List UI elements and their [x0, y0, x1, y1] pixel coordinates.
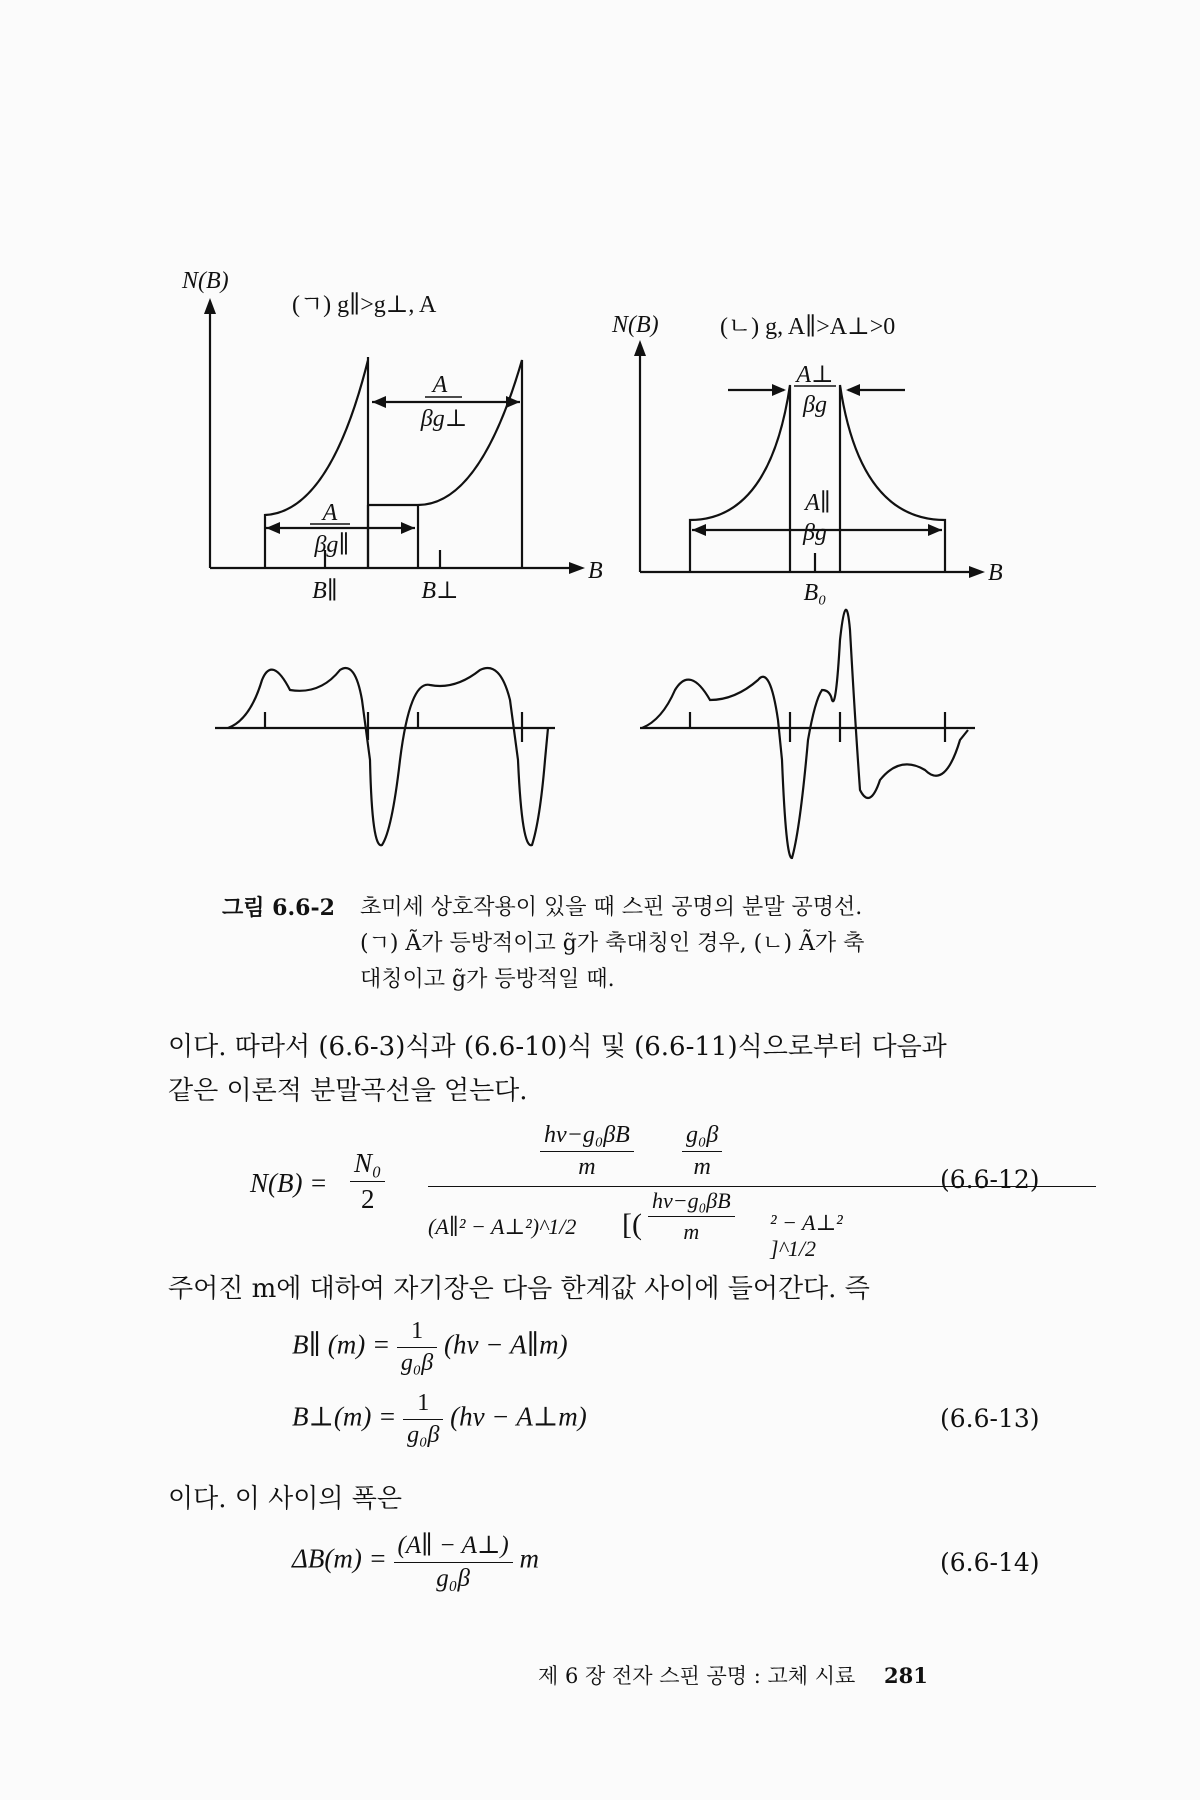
caption-line-1: 초미세 상호작용이 있을 때 스핀 공명의 분말 공명선.	[360, 895, 863, 920]
eq-number-6-6-12: (6.6-12)	[940, 1165, 1040, 1194]
equation-6-6-12: N(B) = $\frac{\text{N₀}}{2}$ $\frac{\text{hν−g₀βB}}{m}$ $\frac{\text{g₀β}}{m}$ (A∥² − A⊥²)^1/2 [( $\frac{\text{hν−g₀βB}}{m}$ ² − A⊥² ]^1/2	[250, 1120, 890, 1260]
left-x-arrow	[569, 562, 585, 574]
svg-text:βg: βg	[803, 520, 827, 546]
eq-number-6-6-13: (6.6-13)	[940, 1404, 1040, 1433]
equation-6-6-13-line1: B∥ (m) = $\frac{1}{\text{g₀β}}$ (hν − A∥m)	[292, 1318, 568, 1376]
svg-text:βg∥: βg∥	[314, 532, 350, 558]
figure-caption	[222, 890, 1002, 998]
running-footer	[538, 1660, 928, 1690]
left-tag: (ㄱ) g∥>g⊥, A	[292, 292, 437, 318]
paragraph-2: 주어진 m에 대하여 자기장은 다음 한계값 사이에 들어간다. 즉	[168, 1274, 870, 1304]
chapter-title: 제 6 장 전자 스핀 공명 : 고체 시료	[538, 1664, 856, 1688]
right-y-arrow	[634, 340, 646, 356]
left-absorption-curve	[265, 357, 522, 568]
right-ylabel: N(B)	[612, 312, 659, 338]
svg-text:A⊥: A⊥	[796, 362, 834, 388]
paragraph-3: 이다. 이 사이의 폭은	[168, 1484, 402, 1514]
left-y-arrow	[204, 298, 216, 314]
left-ylabel: N(B)	[182, 268, 229, 294]
right-x-arrow	[969, 566, 985, 578]
svg-text:A: A	[432, 372, 448, 398]
caption-line-3: 대칭이고 g̃가 등방적일 때.	[360, 967, 615, 992]
caption-label: 그림 6.6-2	[222, 895, 335, 921]
svg-text:A∥: A∥	[805, 490, 831, 516]
right-xlabel: B	[988, 560, 1003, 586]
paragraph-1: 이다. 따라서 (6.6-3)식과 (6.6-10)식 및 (6.6-11)식으로부터 다음과 같은 이론적 분말곡선을 얻는다.	[168, 1032, 947, 1106]
caption-line-2: (ㄱ) Ã가 등방적이고 g̃가 축대칭인 경우, (ㄴ) Ã가 축	[360, 931, 865, 956]
svg-text:A: A	[322, 500, 338, 526]
svg-text:βg⊥: βg⊥	[420, 406, 468, 432]
left-xlabel: B	[588, 558, 603, 584]
eq-number-6-6-14: (6.6-14)	[940, 1548, 1040, 1577]
left-tick-perp-label: B⊥	[421, 578, 459, 604]
right-tag: (ㄴ) g, A∥>A⊥>0	[720, 314, 896, 340]
page-number: 281	[883, 1663, 928, 1688]
left-tick-par-label: B∥	[312, 578, 338, 604]
equation-6-6-13-line2: B⊥(m) = $\frac{1}{\text{g₀β}}$ (hν − A⊥m)	[292, 1390, 587, 1448]
right-derivative-curve	[642, 610, 968, 858]
equation-6-6-14: ΔB(m) = $\frac{(A\parallel - A\perp)}{\text{g₀β}}$ m	[292, 1532, 539, 1592]
left-derivative-curve	[228, 668, 548, 845]
right-tick-center-label: B₀	[803, 580, 827, 606]
svg-text:βg: βg	[803, 392, 827, 418]
